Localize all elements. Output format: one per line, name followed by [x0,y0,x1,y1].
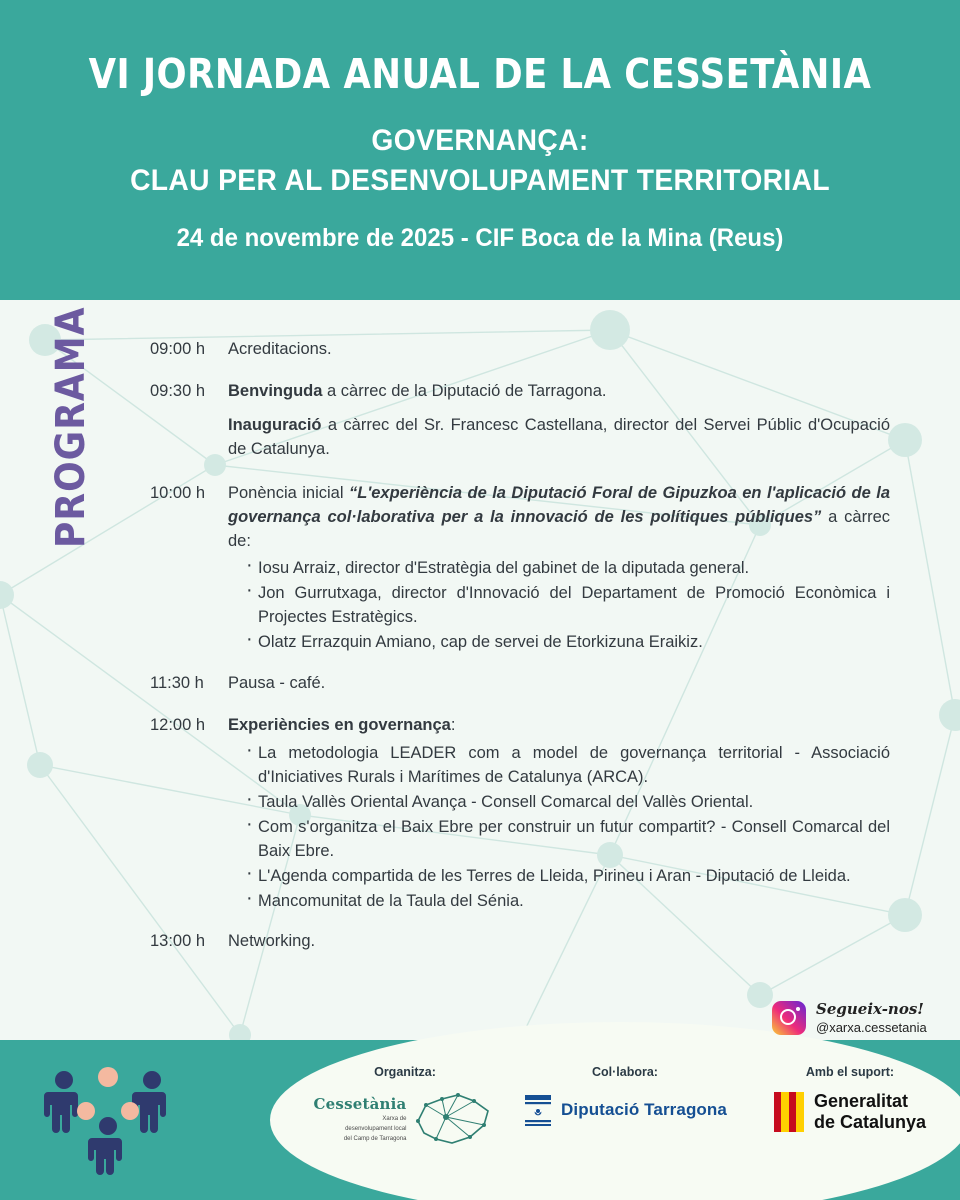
collabora-caption: Col·labora: [592,1065,658,1079]
section-label-programa: PROGRAMA [48,306,94,548]
program-intro-plain: Ponència inicial [228,483,349,502]
program-line [228,482,890,554]
cessetania-subtitle-2: desenvolupament local [345,1125,407,1132]
program-intro-tail: a càrrec de: [228,507,890,550]
poster-header [0,0,960,300]
program-content [228,482,890,656]
program-line [228,380,890,404]
program-content [228,338,890,366]
list-item: · Com s'organitza el Baix Ebre per construir un futur compartit? - Consell Comarcal del Baix Ebre. [246,816,890,864]
program-line: Pausa - café. [228,674,326,693]
logo-organiza [300,1065,510,1147]
instagram-icon[interactable] [772,1001,806,1035]
program-row [150,930,890,958]
diputacio-mark-icon [523,1093,553,1127]
generalitat-logo [740,1091,960,1132]
program-bullets [228,557,890,655]
program-content [228,380,890,466]
list-item: · Olatz Errazquin Amiano, cap de servei de Etorkizuna Eraikiz. [246,631,890,655]
program-time: 09:00 h [150,340,206,358]
list-item: · La metodologia LEADER com a model de governança territorial - Associació d'Iniciatives Rurals i Marítimes de Catalunya (ARCA). [246,742,890,790]
program-line: Networking. [228,932,316,951]
program-list [150,338,890,972]
program-row [150,714,890,914]
generalitat-line-2: de Catalunya [813,1111,927,1132]
program-row [150,482,890,656]
program-row [150,380,890,466]
event-date-place: 24 de novembre de 2025 - CIF Boca de la Mina (Reus) [176,224,784,252]
list-item: · Taula Vallès Oriental Avança - Consell Comarcal del Vallès Oriental. [246,791,890,815]
subtitle-line-1: GOVERNANÇA: [371,124,589,157]
generalitat-line-1: Generalitat [813,1091,909,1111]
logo-collabora [510,1065,740,1147]
generalitat-name [814,1091,926,1132]
program-row [150,338,890,366]
social-handle[interactable]: @xarxa.cessetania [816,1020,927,1035]
program-bullets [228,742,890,913]
program-time: 10:00 h [150,483,206,502]
social-instagram[interactable] [772,1000,927,1035]
program-line-bold: Experiències en governança [228,716,451,735]
list-item: · L'Agenda compartida de les Terres de Lleida, Pirineu i Aran - Diputació de Lleida. [246,865,890,889]
logo-suport [740,1065,960,1147]
program-content [228,672,890,700]
social-follow-text: Segueix-nos! [816,1000,924,1018]
program-line-text: a càrrec de la Diputació de Tarragona. [322,381,607,400]
program-time: 11:30 h [150,674,204,693]
footer-logos [300,1065,960,1147]
suport-caption: Amb el suport: [805,1065,895,1079]
people-network-icon [44,1055,184,1175]
social-text [816,1000,927,1035]
program-line [228,414,890,462]
program-time: 09:30 h [150,381,206,400]
organiza-caption: Organitza: [374,1065,436,1079]
program-row [150,672,890,700]
program-line-text: a càrrec del Sr. Francesc Castellana, director del Servei Públic d'Ocupació de Catalunya. [228,415,890,458]
program-content [228,714,890,914]
page-title: VI JORNADA ANUAL DE LA CESSETÀNIA [88,50,872,98]
program-line [228,714,890,738]
program-line: Acreditacions. [228,340,332,358]
cessetania-text [314,1095,407,1143]
subtitle-line-2: CLAU PER AL DESENVOLUPAMENT TERRITORIAL [130,164,830,197]
program-content [228,930,890,958]
list-item: · Mancomunitat de la Taula del Sénia. [246,890,890,914]
list-item: · Jon Gurrutxaga, director d'Innovació del Departament de Promoció Econòmica i Projectes Estratègics. [246,582,890,630]
program-time: 13:00 h [150,932,206,951]
program-intro-italic: “L'experiència de la Diputació Foral de Gipuzkoa en l'aplicació de la governança col·laborativa per a la innovació de les polítiques públiques” [228,483,890,526]
diputacio-name: Diputació Tarragona [561,1100,727,1119]
cessetania-name: Cessetània [313,1094,407,1113]
map-icon [412,1091,496,1147]
cessetania-logo [300,1091,510,1147]
senyera-icon [774,1092,804,1132]
diputacio-logo [510,1093,740,1127]
cessetania-subtitle-3: del Camp de Tarragona [343,1136,407,1143]
list-item: · Iosu Arraiz, director d'Estratègia del gabinet de la diputada general. [246,557,890,581]
program-line-text: : [450,716,456,735]
program-line-bold: Benvinguda [228,381,323,400]
program-line-bold: Inauguració [228,415,322,434]
program-time: 12:00 h [150,716,206,735]
cessetania-subtitle-1: Xarxa de [382,1115,407,1122]
